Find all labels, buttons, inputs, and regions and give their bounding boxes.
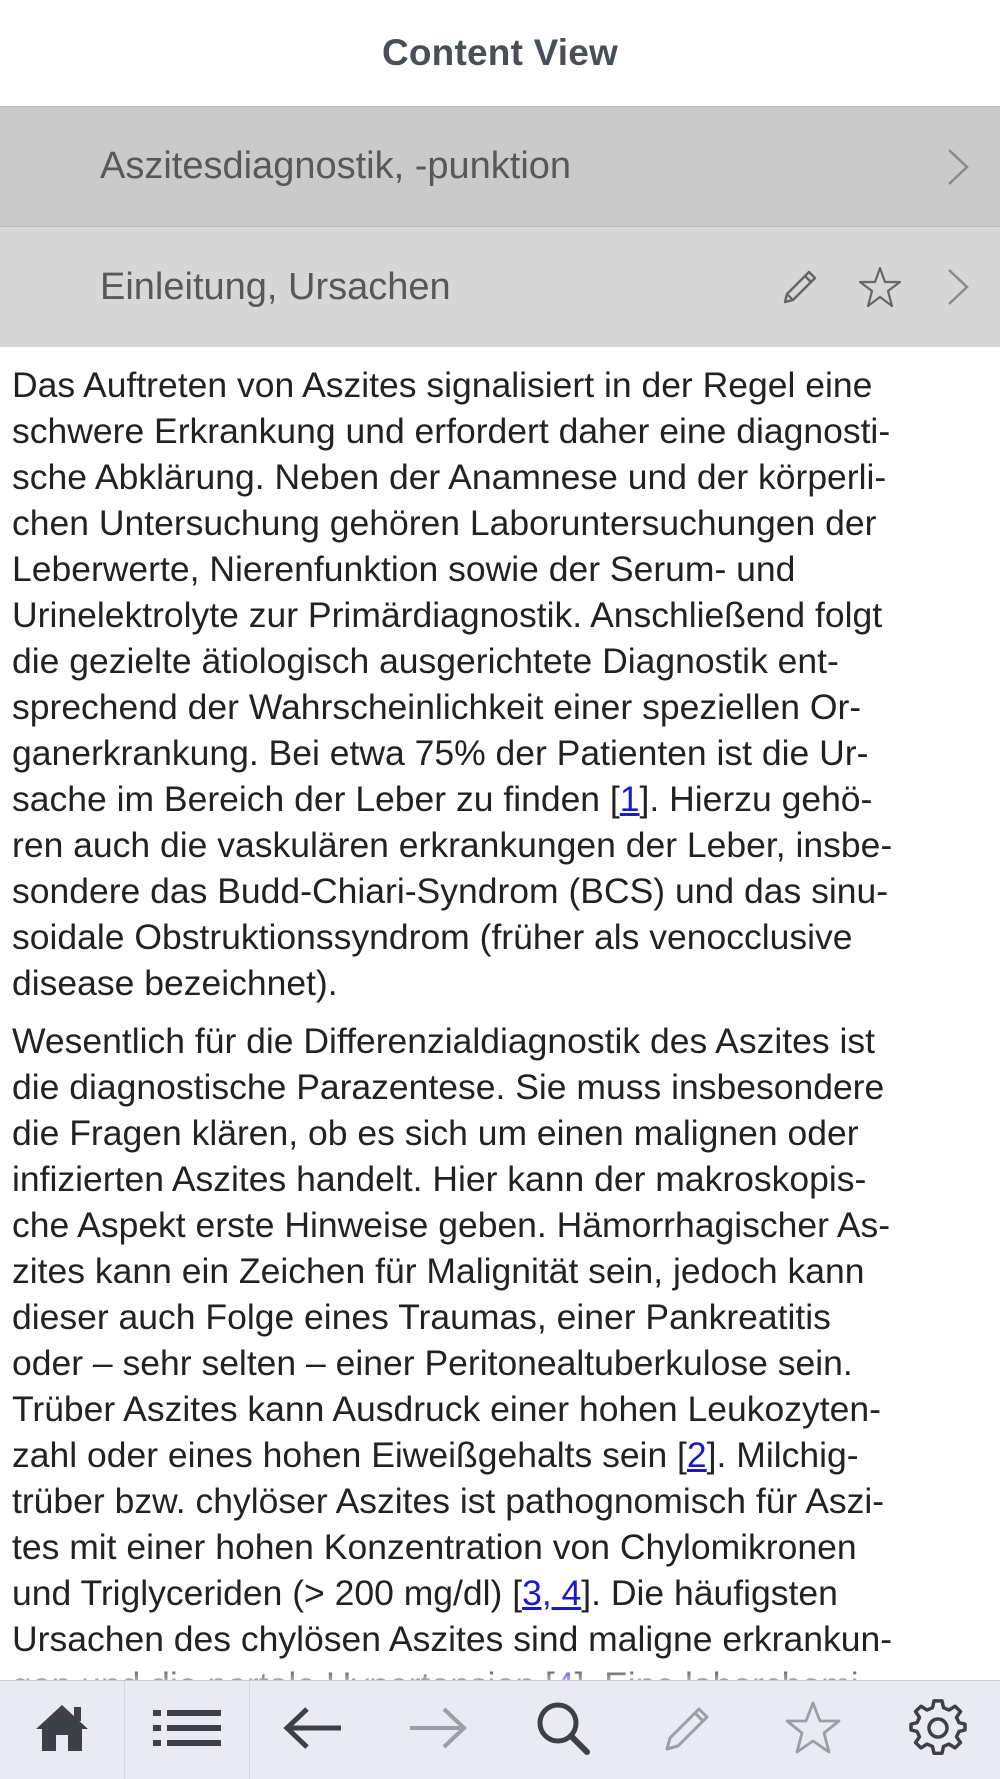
page-title: Content View <box>381 32 619 73</box>
reference-link[interactable]: 3, 4 <box>522 1573 582 1613</box>
pencil-icon[interactable] <box>770 257 830 317</box>
reference-link[interactable]: 2 <box>686 1435 707 1475</box>
section-label: Einleitung, Ursachen <box>100 265 451 308</box>
paragraph <box>12 1018 992 1708</box>
search-button[interactable] <box>500 1681 625 1779</box>
search-icon <box>535 1700 591 1761</box>
section-row[interactable] <box>0 227 1000 347</box>
star-icon <box>784 1700 842 1761</box>
paragraph <box>12 362 992 1006</box>
paragraph-text: ]. Milchig- trüber bzw. chylöser Aszites ist pathognomisch für Aszi- tes mit einer hohen Konzentration von Chylomikronen und Triglyceriden (> 200 mg/dl) [ <box>12 1435 885 1613</box>
gear-icon <box>909 1699 967 1762</box>
back-arrow-icon <box>283 1706 343 1755</box>
list-icon <box>153 1708 221 1753</box>
paragraph-text: Wesentlich für die Differenzialdiagnostik des Aszites ist die diagnostische Parazentese. Sie muss insbesondere die Fragen klären, ob es sich um einen malignen oder infizierten Aszites handelt. Hier kann der makroskopis- che Aspekt erste Hinweise geben. Hämorrhagischer As- zites kann ein Zeichen für Malignität sein, jedoch kann dieser auch Folge eines Traumas, einer Pankreatitis oder – sehr selten – einer Peritonealtuberkulose sein. Trüber Aszites kann Ausdruck einer hohen Leukozyten- zahl oder eines hohen Eiweißgehalts sein [ <box>12 1021 891 1475</box>
pencil-icon <box>661 1701 715 1760</box>
bottom-toolbar <box>0 1680 1000 1779</box>
settings-button[interactable] <box>875 1681 1000 1779</box>
paragraph-text: ]. Die häufigsten Ursachen des chylösen Aszites sind maligne erkrankun- <box>12 1573 893 1659</box>
back-button[interactable] <box>250 1681 375 1779</box>
forward-arrow-icon <box>408 1706 468 1755</box>
chapter-row[interactable] <box>0 107 1000 227</box>
toc-button[interactable] <box>125 1681 250 1779</box>
article-content <box>12 362 992 1678</box>
chevron-right-icon <box>936 257 980 317</box>
star-icon[interactable] <box>850 257 910 317</box>
chapter-label: Aszitesdiagnostik, -punktion <box>100 145 572 187</box>
paragraph-text: Das Auftreten von Aszites signalisiert in der Regel eine schwere Erkrankung und erfordert daher eine diagnosti- sche Abklärung. Neben der Anamnese und der körperli- chen Untersuchung gehören Laboruntersuchungen der Leberwerte, Nierenfunktion sowie der Serum- und Urinelektrolyte zur Primärdiagnostik. Anschließend folgt die gezielte ätiologisch ausgerichtete Diagnostik ent- sprechend der Wahrscheinlichkeit einer speziellen Or- ganerkrankung. Bei etwa 75% der Patienten ist die Ur- sache im Bereich der Leber zu finden [ <box>12 365 891 819</box>
reference-link[interactable]: 1 <box>619 779 640 819</box>
scroll-fade <box>0 1660 1000 1680</box>
forward-button[interactable] <box>375 1681 500 1779</box>
home-icon <box>34 1701 90 1760</box>
note-button[interactable] <box>625 1681 750 1779</box>
home-button[interactable] <box>0 1681 125 1779</box>
navigation-bar <box>0 0 1000 107</box>
bookmark-button[interactable] <box>750 1681 875 1779</box>
paragraph-text: ]. Hierzu gehö- ren auch die vaskulären erkrankungen der Leber, insbe- sondere das Budd-Chiari-Syndrom (BCS) und das sinu- soidale Obstruktionssyndrom (früher als venocclusive disease bezeichnet). <box>12 779 893 1003</box>
chevron-right-icon <box>936 137 980 197</box>
